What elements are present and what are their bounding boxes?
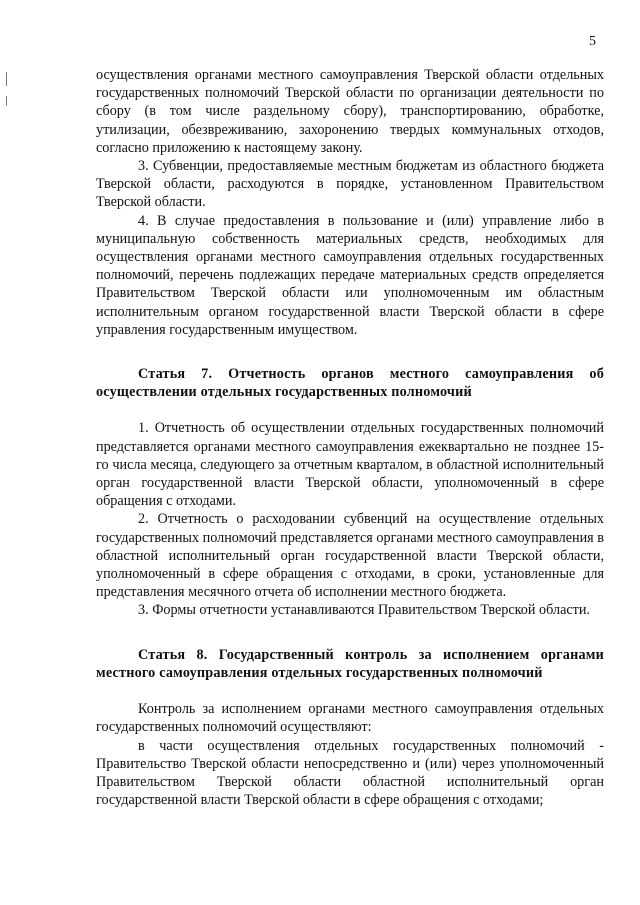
article-7-item-2: 2. Отчетность о расходовании субвенций на осуществление отдельных государственных полномочий представляется органами местного самоуправления в областной исполнительный орган государственной власти Тверской области, уполномоченный в сфере обращения с отходами, в сроки, установленные для представления месячного отчета об исполнении местного бюджета.	[96, 511, 604, 601]
paragraph-continuation: осуществления органами местного самоуправления Тверской области отдельных государственных полномочий Тверской области по организации деятельности по сбору (в том числе раздельному сбору), транспортированию, обработке, утилизации, обезвреживанию, захоронению твердых коммунальных отходов, согласно приложению к настоящему закону.	[96, 67, 604, 156]
article-7-heading: Статья 7. Отчетность органов местного самоуправления об осуществлении отдельных государственных полномочий	[96, 366, 604, 401]
article-8-item-1: в части осуществления отдельных государственных полномочий - Правительство Тверской области непосредственно и (или) через уполномоченный Правительством Тверской области областной исполнительный орган государственной власти Тверской области в сфере обращения с отходами;	[96, 737, 604, 809]
scan-margin-mark	[6, 72, 7, 86]
scan-margin-mark	[6, 96, 7, 106]
article-7-item-3: 3. Формы отчетности устанавливаются Правительством Тверской области.	[138, 602, 591, 619]
article-7-item-1: 1. Отчетность об осуществлении отдельных государственных полномочий представляется органами местного самоуправления ежеквартально не позднее 15-го числа месяца, следующего за отчетным кварталом, в областной исполнительный орган государственной власти Тверской области, уполномоченный в сфере обращения с отходами.	[96, 420, 604, 510]
document-body	[96, 66, 604, 809]
article-8-heading: Статья 8. Государственный контроль за исполнением органами местного самоуправления отдельных государственных полномочий	[96, 646, 604, 681]
paragraph-item-4: 4. В случае предоставления в пользование и (или) управление либо в муниципальную собственность материальных средств, необходимых для осуществления органами местного самоуправления отдельных государственных полномочий, перечень подлежащих передаче материальных средств определяется Правительством Тверской области или уполномоченным им областным исполнительным органом государственной власти Тверской области в сфере управления государственным имуществом.	[96, 212, 604, 338]
article-8-intro: Контроль за исполнением органами местного самоуправления отдельных государственных полномочий осуществляют:	[96, 701, 604, 736]
paragraph-item-3: 3. Субвенции, предоставляемые местным бюджетам из областного бюджета Тверской области, расходуются в порядке, установленном Правительством Тверской области.	[96, 158, 604, 211]
page-number: 5	[589, 34, 596, 49]
